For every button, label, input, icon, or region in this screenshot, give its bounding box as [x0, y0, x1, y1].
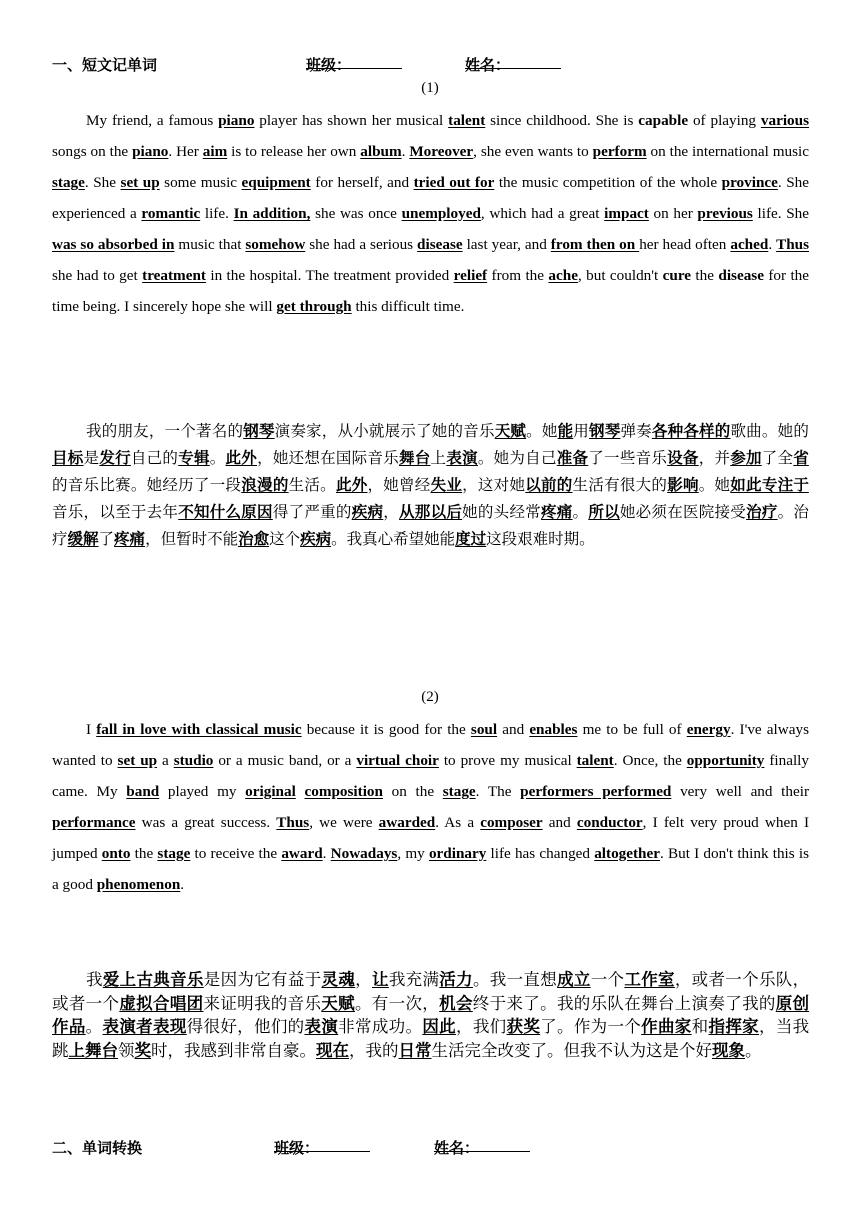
passage2-chinese	[52, 968, 809, 1062]
key-term: various	[760, 112, 810, 129]
text-segment: 非常成功。	[338, 1017, 423, 1036]
text-segment: and	[542, 814, 577, 831]
class-blank[interactable]	[274, 1137, 370, 1152]
key-term: energy	[686, 721, 731, 738]
key-term: 目标	[52, 449, 84, 467]
key-term: 让	[372, 970, 389, 989]
text-segment: 演奏家，从小就展示了她的音乐	[274, 422, 495, 440]
text-segment: 生活完全改变了。但我不认为这是个好	[431, 1040, 712, 1060]
key-term: 从那以后	[399, 503, 463, 521]
text-segment: . But I don't think this is a good	[52, 845, 810, 893]
text-segment: the	[130, 845, 158, 862]
key-term: 爱上古典音乐	[102, 970, 204, 989]
text-segment	[296, 783, 305, 800]
text-segment: 我的朋友，一个著名的	[86, 422, 244, 440]
text-segment: , which had a great	[480, 205, 605, 222]
text-segment: 的音乐比赛。她经历了一段	[52, 476, 242, 494]
key-term: 活力	[439, 970, 473, 989]
key-term: Thus	[776, 236, 810, 253]
key-term: fall in love with classical music	[96, 721, 302, 738]
key-term: stage	[157, 845, 191, 862]
text-segment: she was once	[310, 205, 402, 222]
text-segment: 上	[430, 449, 447, 467]
text-segment: 得了严重的	[272, 503, 352, 521]
key-term: In addition,	[233, 205, 311, 222]
key-term: ordinary	[428, 845, 487, 862]
key-term: 天赋	[321, 993, 355, 1013]
text-segment: in the hospital. The treatment provided	[205, 267, 454, 284]
key-term: 参加	[730, 449, 762, 467]
key-term: was so absorbed in	[52, 236, 175, 253]
text-segment: songs on the	[52, 143, 133, 160]
text-segment: 生活。	[288, 476, 336, 494]
text-segment: some music	[159, 174, 242, 191]
key-term: 此外	[225, 449, 258, 467]
text-segment: .	[180, 876, 185, 893]
key-term: 获奖	[506, 1017, 541, 1036]
key-term: ache	[548, 267, 578, 284]
text-segment: played my	[159, 783, 246, 800]
key-term: romantic	[141, 205, 201, 222]
key-term: tried out for	[413, 174, 495, 191]
key-term: 疾病	[351, 503, 384, 521]
key-term: 虚拟合唱团	[119, 993, 204, 1013]
key-term: 天赋	[494, 422, 527, 440]
key-term: aim	[202, 143, 228, 160]
text-segment: to receive the	[190, 845, 282, 862]
key-term: 现象	[712, 1040, 745, 1060]
text-segment: me to be full of	[577, 721, 687, 738]
text-segment: 音乐，以至于去年	[52, 503, 179, 521]
key-term: get through	[276, 298, 352, 315]
text-segment: ，	[383, 503, 400, 521]
text-segment: .	[768, 236, 777, 253]
passage-number: (1)	[421, 80, 439, 96]
text-segment: 来证明我的音乐	[203, 993, 322, 1013]
key-term: opportunity	[686, 752, 765, 769]
text-segment: was a great success.	[135, 814, 277, 831]
text-segment: very well and their	[671, 783, 810, 800]
text-segment: 时，我感到非常自豪。	[151, 1040, 316, 1060]
text-segment: last year, and	[462, 236, 551, 253]
text-segment: the music competition of the whole	[494, 174, 722, 191]
key-term: disease	[417, 236, 463, 253]
key-term: 发行	[99, 449, 131, 467]
key-term: 专辑	[178, 449, 210, 467]
text-segment: for the time being. I sincerely hope she will	[52, 267, 810, 315]
text-segment: 用	[573, 422, 589, 440]
text-segment: 这个	[269, 530, 301, 548]
text-segment: , but couldn't	[577, 267, 663, 284]
key-term: 指挥家	[708, 1017, 759, 1036]
text-segment: 她的头经常	[462, 503, 541, 521]
key-term: 以前的	[525, 476, 573, 494]
key-term: treatment	[142, 267, 206, 284]
text-segment: for herself, and	[310, 174, 414, 191]
text-segment: ，她还想在国际音乐	[257, 449, 399, 467]
text-segment: 。她	[526, 422, 558, 440]
text-segment: 终于来了。我的乐队在舞台上演奏了我的	[472, 993, 776, 1013]
text-segment: 。	[85, 1017, 103, 1036]
text-segment: player has shown her musical	[254, 112, 449, 129]
key-term: altogether	[594, 845, 660, 862]
text-segment: 生活有很大的	[572, 476, 668, 494]
text-segment: 。	[209, 449, 226, 467]
key-term: original	[245, 783, 296, 800]
key-term: Thus	[276, 814, 310, 831]
text-segment: My friend, a famous	[86, 112, 219, 129]
key-term: 工作室	[624, 970, 675, 989]
key-term: equipment	[241, 174, 311, 191]
text-segment: ，我们	[455, 1017, 507, 1036]
key-term: 各种各样的	[651, 422, 731, 440]
text-segment: is to release her own	[227, 143, 361, 160]
key-term: enables	[529, 721, 578, 738]
text-segment: .	[322, 845, 331, 862]
class-label: 班级：	[306, 56, 352, 74]
text-segment: 。我一直想	[472, 970, 558, 989]
name-blank[interactable]	[434, 1137, 530, 1152]
key-term: 度过	[455, 530, 487, 548]
text-segment: ，我的	[349, 1040, 399, 1060]
key-term: award	[281, 845, 323, 862]
text-segment: ，并	[698, 449, 731, 467]
text-segment: 了。作为一个	[540, 1017, 642, 1036]
key-term: piano	[218, 112, 255, 129]
text-segment: 。她	[698, 476, 731, 494]
name-label: 姓名：	[465, 56, 511, 74]
key-term: 奖	[134, 1040, 151, 1060]
text-segment: music that	[174, 236, 246, 253]
section2-header	[52, 1137, 652, 1157]
passage1-chinese	[52, 418, 809, 553]
key-term: unemployed	[401, 205, 481, 222]
key-term: band	[126, 783, 160, 800]
key-term: 上舞台	[68, 1040, 118, 1060]
text-segment: life.	[200, 205, 234, 222]
key-term: 现在	[316, 1040, 349, 1060]
key-term: 钢琴	[243, 422, 275, 440]
key-term: composition	[304, 783, 383, 800]
key-term: 疾病	[300, 530, 332, 548]
text-segment: , I felt very proud when I jumped	[52, 814, 810, 862]
text-segment: . She	[84, 174, 121, 191]
key-term: 浪漫的	[241, 476, 289, 494]
key-term: stage	[52, 174, 85, 191]
text-segment: 。治疗	[52, 503, 809, 548]
text-segment: 了一些音乐	[588, 449, 668, 467]
text-segment: from the	[487, 267, 549, 284]
key-term: ached	[730, 236, 769, 253]
key-term: album	[360, 143, 402, 160]
key-term: province	[721, 174, 778, 191]
text-segment: 。我真心希望她能	[331, 530, 456, 548]
key-term: performers performed	[520, 783, 672, 800]
key-term: 疼痛	[114, 530, 146, 548]
text-segment: 和	[691, 1017, 709, 1036]
key-term: talent	[576, 752, 614, 769]
key-term: 设备	[667, 449, 699, 467]
text-segment: ，她曾经	[367, 476, 431, 494]
text-segment: cure	[662, 267, 692, 284]
text-segment: I	[86, 721, 97, 738]
text-segment: to prove my musical	[438, 752, 577, 769]
key-term: stage	[442, 783, 476, 800]
text-segment: 我	[86, 970, 103, 989]
key-term: 作曲家	[641, 1017, 692, 1036]
text-segment: disease	[718, 267, 764, 284]
text-segment: or a music band, or a	[213, 752, 357, 769]
text-segment: 了	[98, 530, 115, 548]
class-blank[interactable]	[306, 54, 402, 69]
text-segment: , my	[397, 845, 429, 862]
key-term: 表演者表现	[102, 1017, 187, 1036]
key-term: awarded	[378, 814, 436, 831]
key-term: 舞台	[399, 449, 431, 467]
key-term: set up	[117, 752, 158, 769]
key-term: 治愈	[238, 530, 270, 548]
section1-header	[52, 54, 652, 74]
key-term: conductor	[576, 814, 643, 831]
text-segment: 。	[572, 503, 589, 521]
key-term: previous	[697, 205, 753, 222]
key-term: 不知什么原因	[178, 503, 273, 521]
text-segment: finally came. My	[52, 752, 809, 800]
text-segment: she had a serious	[305, 236, 418, 253]
key-term: 成立	[557, 970, 591, 989]
text-segment: 我充满	[388, 970, 440, 989]
class-label: 班级：	[274, 1139, 320, 1157]
section1-title: 一、短文记单词	[52, 56, 158, 74]
text-segment: 自己的	[130, 449, 179, 467]
key-term: 灵魂	[321, 970, 356, 989]
key-term: perform	[592, 143, 647, 160]
key-term: relief	[453, 267, 488, 284]
text-segment: on the international music	[646, 143, 809, 160]
text-segment: because it is good for the	[301, 721, 471, 738]
text-segment: 一个	[590, 970, 625, 989]
text-segment: , we were	[309, 814, 379, 831]
key-term: 缓解	[67, 530, 99, 548]
key-term: talent	[448, 112, 486, 129]
key-term: 准备	[556, 449, 589, 467]
text-segment: ，	[355, 970, 372, 989]
key-term: somehow	[245, 236, 306, 253]
text-segment: 了全	[761, 449, 794, 467]
name-label: 姓名：	[434, 1139, 480, 1157]
key-term: 此外	[335, 476, 368, 494]
text-segment: ，或者一个乐队，或者一个	[52, 970, 810, 1013]
text-segment: on her	[648, 205, 698, 222]
text-segment: 歌曲。她的	[730, 422, 809, 440]
text-segment: . As a	[435, 814, 481, 831]
text-segment: life has changed	[486, 845, 595, 862]
text-segment: 她必须在医院接受	[619, 503, 747, 521]
key-term: 影响	[667, 476, 699, 494]
text-segment: . The	[475, 783, 521, 800]
passage2-english	[52, 714, 809, 900]
text-segment: since childhood. She is	[485, 112, 639, 129]
key-term: from then on	[550, 236, 640, 253]
text-segment: 。	[745, 1040, 762, 1060]
key-term: virtual choir	[356, 752, 439, 769]
key-term: phenomenon	[96, 876, 181, 893]
key-term: composer	[480, 814, 543, 831]
text-segment: of playing	[688, 112, 761, 129]
key-term: 能	[557, 422, 574, 440]
text-segment: the	[691, 267, 719, 284]
name-blank[interactable]	[465, 54, 561, 69]
key-term: piano	[132, 143, 169, 160]
key-term: soul	[470, 721, 498, 738]
passage-number: (2)	[421, 689, 439, 705]
text-segment: and	[497, 721, 530, 738]
text-segment: capable	[638, 112, 689, 129]
key-term: Moreover	[409, 143, 474, 160]
text-segment: 这段艰难时期。	[486, 530, 595, 548]
key-term: 日常	[398, 1040, 432, 1060]
text-segment: 得很好，他们的	[186, 1017, 305, 1036]
text-segment: ，当我跳	[52, 1017, 810, 1060]
key-term: 机会	[439, 993, 473, 1013]
key-term: 治疗	[746, 503, 778, 521]
text-segment: . Once, the	[613, 752, 687, 769]
key-term: 省	[793, 449, 809, 467]
key-term: 表演	[304, 1017, 339, 1036]
key-term: studio	[173, 752, 214, 769]
text-segment: .	[401, 143, 410, 160]
key-term: 如此专注于	[730, 476, 809, 494]
text-segment: this difficult time.	[351, 298, 465, 315]
text-segment: . Her	[168, 143, 203, 160]
text-segment: . I've always wanted to	[52, 721, 809, 769]
text-segment: on the	[382, 783, 443, 800]
key-term: performance	[52, 814, 136, 831]
text-segment: she had to get	[52, 267, 143, 284]
key-term: 疼痛	[541, 503, 573, 521]
text-segment: ，这对她	[462, 476, 526, 494]
key-term: 钢琴	[589, 422, 621, 440]
key-term: 失业	[430, 476, 463, 494]
text-segment: 。有一次，	[354, 993, 440, 1013]
key-term: 因此	[422, 1017, 456, 1036]
text-segment: 。她为自己	[477, 449, 557, 467]
text-segment: , she even wants to	[473, 143, 593, 160]
text-segment: her head often	[639, 236, 731, 253]
key-term: Nowadays	[330, 845, 398, 862]
text-segment: 是	[83, 449, 100, 467]
key-term: 表演	[446, 449, 478, 467]
text-segment: ，但暂时不能	[145, 530, 239, 548]
text-segment: life. She	[752, 205, 809, 222]
passage1-english	[52, 105, 809, 322]
text-segment: . She experienced a	[52, 174, 809, 222]
key-term: impact	[604, 205, 649, 222]
section2-title: 二、单词转换	[52, 1139, 143, 1157]
text-segment: 领	[118, 1040, 135, 1060]
key-term: 所以	[588, 503, 620, 521]
key-term: onto	[101, 845, 131, 862]
text-segment: 是因为它有益于	[203, 970, 322, 989]
key-term: 原创作品	[52, 993, 810, 1036]
text-segment: a	[157, 752, 174, 769]
text-segment: 弹奏	[620, 422, 652, 440]
key-term: set up	[120, 174, 160, 191]
